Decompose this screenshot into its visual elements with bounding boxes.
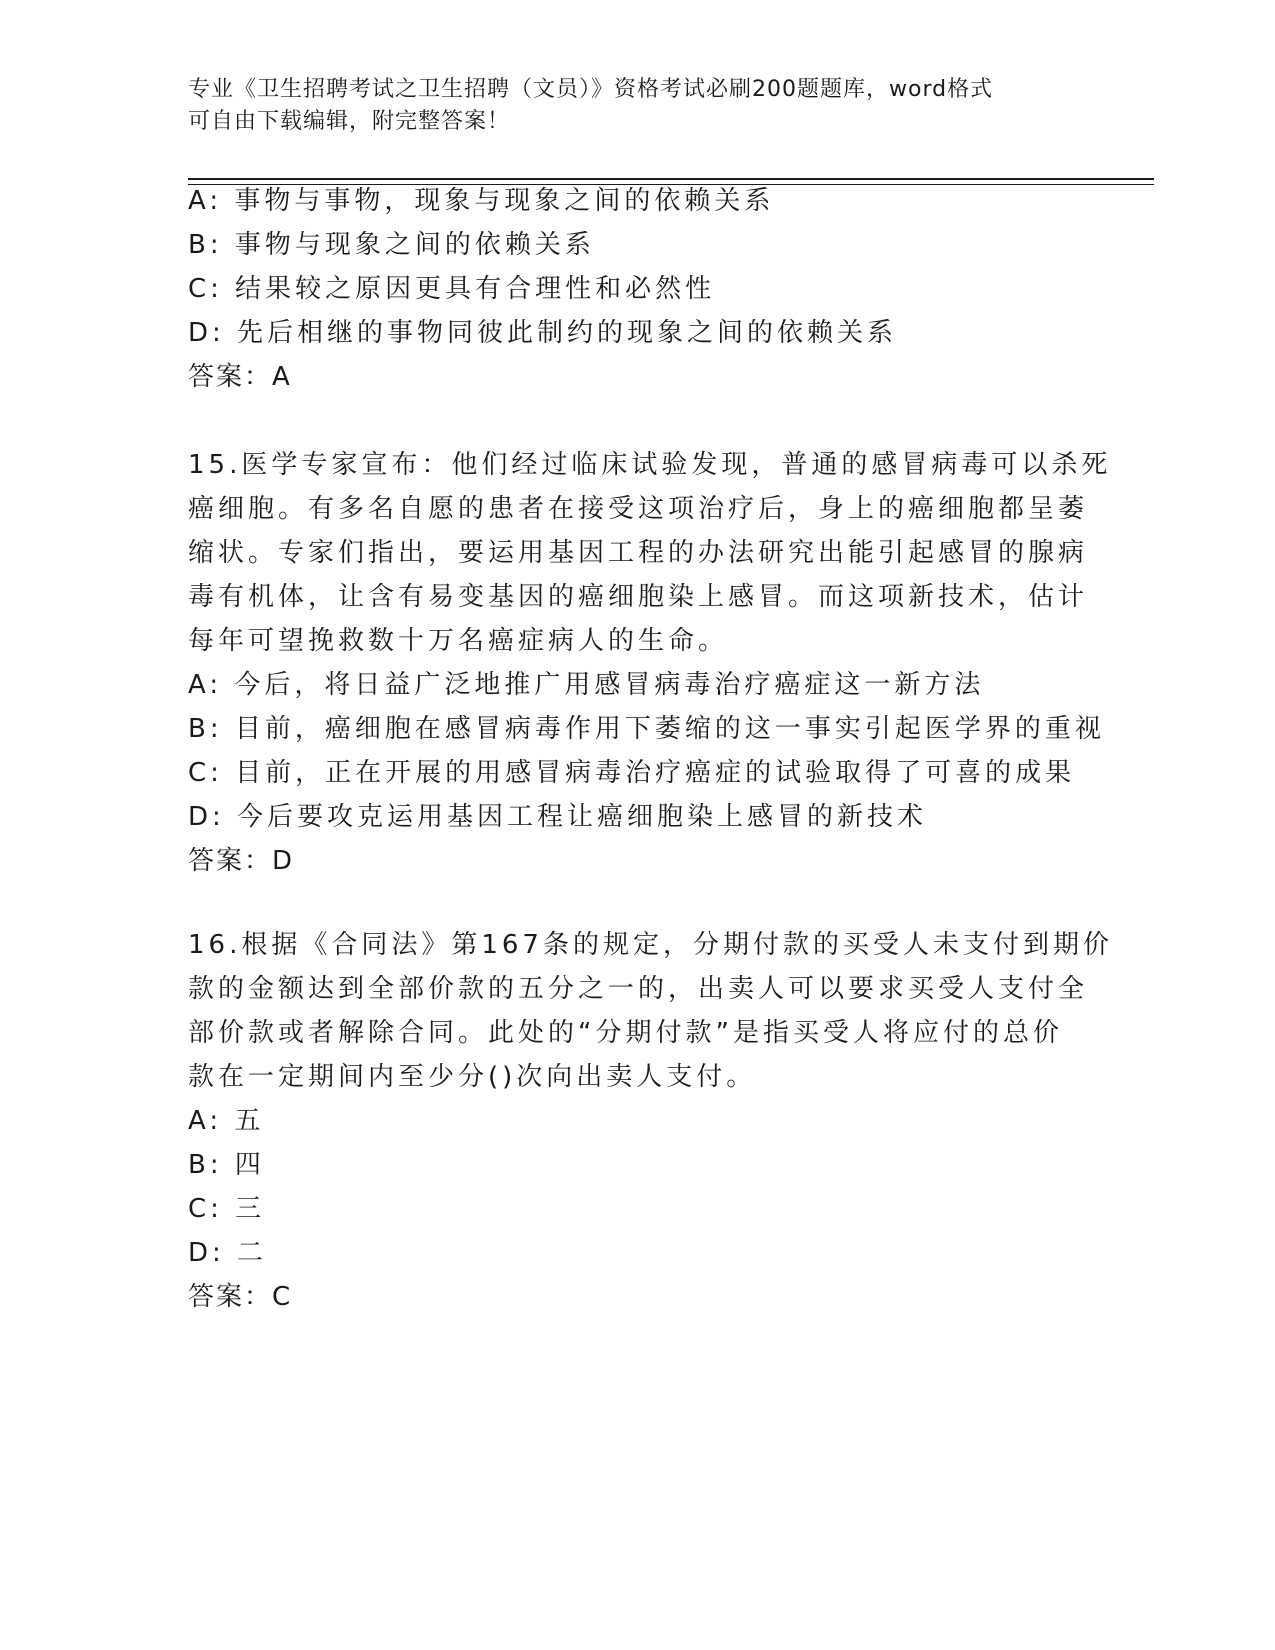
q16-option-b: B: 四 [188, 1150, 265, 1180]
q14-option-b: B: 事物与现象之间的依赖关系 [188, 230, 595, 260]
q15-stem-line: 癌细胞。有多名自愿的患者在接受这项治疗后，身上的癌细胞都呈萎 [188, 494, 1089, 524]
q16-answer: 答案：C [188, 1282, 293, 1312]
q15-stem-line: 缩状。专家们指出，要运用基因工程的办法研究出能引起感冒的腺病 [188, 538, 1089, 568]
header-line-1: 专业《卫生招聘考试之卫生招聘（文员）》资格考试必刷200题题库，word格式 [188, 77, 994, 102]
q15-answer: 答案：D [188, 846, 295, 876]
q14-option-c: C: 结果较之原因更具有合理性和必然性 [188, 274, 716, 304]
q15-stem-line: 毒有机体，让含有易变基因的癌细胞染上感冒。而这项新技术，估计 [188, 582, 1089, 612]
q14-option-d: D: 先后相继的事物同彼此制约的现象之间的依赖关系 [188, 318, 898, 348]
q16-option-c: C: 三 [188, 1194, 266, 1224]
q14-answer: 答案：A [188, 362, 292, 392]
q15-option-b: B: 目前，癌细胞在感冒病毒作用下萎缩的这一事实引起医学界的重视 [188, 714, 1105, 744]
q16-option-d: D: 二 [188, 1238, 268, 1268]
q15-stem-line: 每年可望挽救数十万名癌症病人的生命。 [188, 626, 729, 656]
q16-option-a: A: 五 [188, 1106, 265, 1136]
q16-stem-line: 16.根据《合同法》第167条的规定，分期付款的买受人未支付到期价 [188, 930, 1113, 960]
q15-option-d: D: 今后要攻克运用基因工程让癌细胞染上感冒的新技术 [188, 802, 928, 832]
q15-option-a: A: 今后，将日益广泛地推广用感冒病毒治疗癌症这一新方法 [188, 670, 985, 700]
header-line-2: 可自由下载编辑，附完整答案！ [188, 109, 511, 134]
q16-stem-line: 款在一定期间内至少分()次向出卖人支付。 [188, 1062, 757, 1092]
q16-stem-line: 部价款或者解除合同。此处的“分期付款”是指买受人将应付的总价 [188, 1018, 1063, 1048]
q15-option-c: C: 目前，正在开展的用感冒病毒治疗癌症的试验取得了可喜的成果 [188, 758, 1076, 788]
document-header [188, 74, 1088, 138]
q15-stem-line: 15.医学专家宣布：他们经过临床试验发现，普通的感冒病毒可以杀死 [188, 450, 1112, 480]
q16-stem-line: 款的金额达到全部价款的五分之一的，出卖人可以要求买受人支付全 [188, 974, 1089, 1004]
q14-option-a: A: 事物与事物，现象与现象之间的依赖关系 [188, 186, 775, 216]
